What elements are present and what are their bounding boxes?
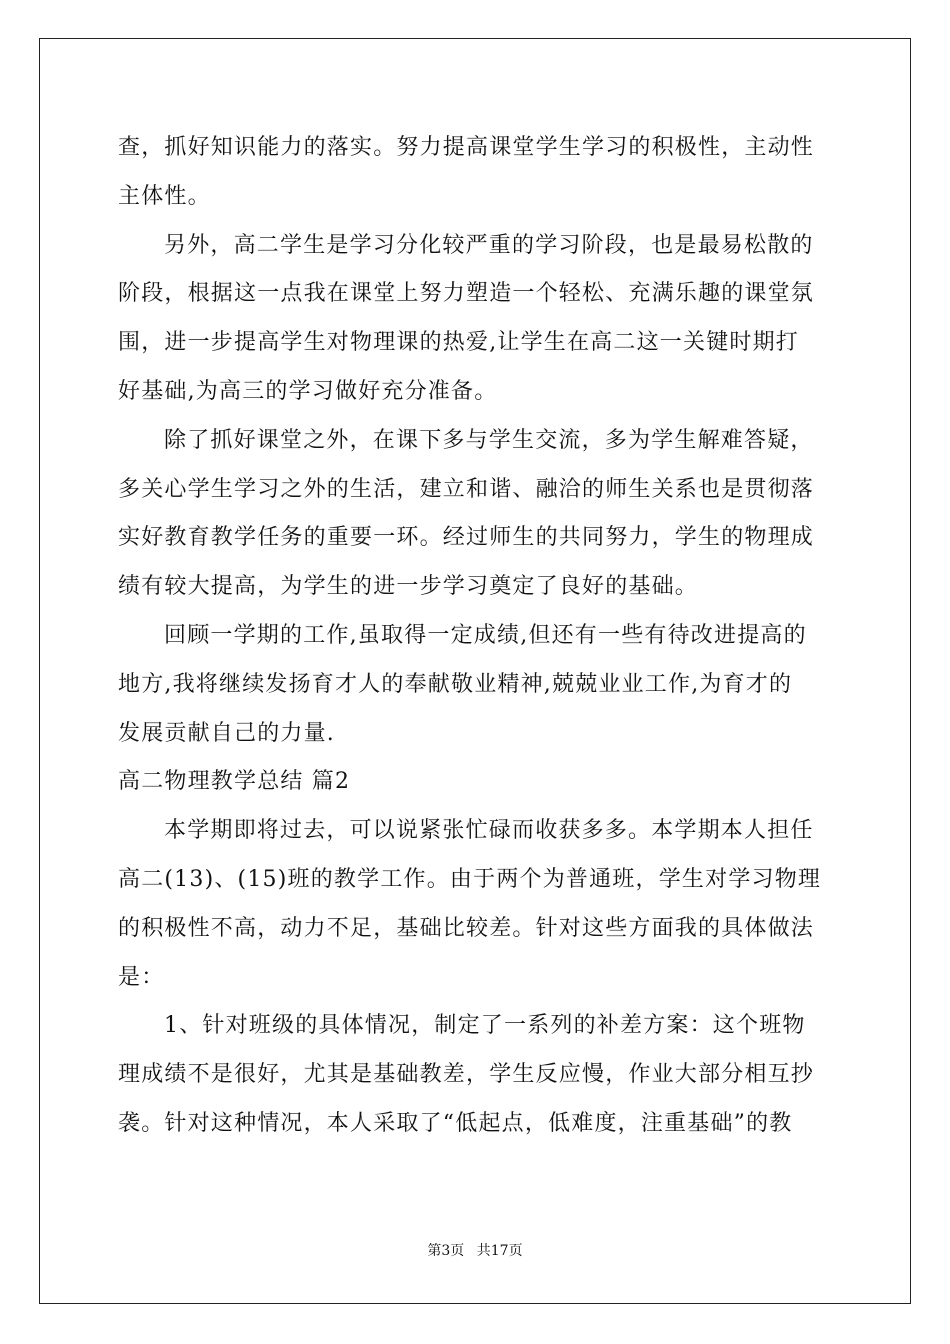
- text-line: 回顾一学期的工作,虽取得一定成绩,但还有一些有待改进提高的: [164, 622, 807, 648]
- page-footer: [0, 1240, 950, 1260]
- text-line: 绩有较大提高，为学生的进一步学习奠定了良好的基础。: [118, 574, 699, 600]
- text-line: 理成绩不是很好，尤其是基础教差，学生反应慢，作业大部分相互抄: [118, 1062, 815, 1088]
- text-line: 高二物理教学总结 篇2: [118, 769, 351, 795]
- text-line: 除了抓好课堂之外，在课下多与学生交流，多为学生解难答疑，: [164, 427, 814, 453]
- text-line: 查，抓好知识能力的落实。努力提高课堂学生学习的积极性，主动性: [118, 135, 815, 160]
- text-line: 地方,我将继续发扬育才人的奉献敬业精神,兢兢业业工作,为育才的: [118, 671, 793, 697]
- text-line: 围，进一步提高学生对物理课的热爱,让学生在高二这一关键时期打: [118, 330, 799, 356]
- text-line: 发展贡献自己的力量.: [118, 720, 335, 746]
- text-line: 高二(13)、(15)班的教学工作。由于两个为普通班，学生对学习物理: [118, 866, 822, 892]
- text-line: 好基础,为高三的学习做好充分准备。: [118, 378, 498, 404]
- text-line: 的积极性不高，动力不足，基础比较差。针对这些方面我的具体做法: [118, 915, 815, 941]
- text-line: 实好教育教学任务的重要一环。经过师生的共同努力，学生的物理成: [118, 525, 815, 551]
- page-total: 共17页: [476, 1243, 523, 1259]
- text-line: 是：: [118, 964, 165, 990]
- text-line: 阶段，根据这一点我在课堂上努力塑造一个轻松、充满乐趣的课堂氛: [118, 281, 815, 307]
- text-line: 主体性。: [118, 183, 211, 209]
- text-line: 本学期即将过去，可以说紧张忙碌而收获多多。本学期本人担任: [164, 818, 814, 844]
- page-number: 第3页: [427, 1243, 465, 1259]
- text-line: 1、针对班级的具体情况，制定了一系列的补差方案：这个班物: [164, 1013, 806, 1039]
- text-line: 多关心学生学习之外的生活，建立和谐、融洽的师生关系也是贯彻落: [118, 476, 815, 502]
- text-line: 袭。针对这种情况，本人采取了“低起点，低难度，注重基础”的教: [118, 1110, 793, 1136]
- document-body: [118, 124, 834, 1149]
- text-line: 另外，高二学生是学习分化较严重的学习阶段，也是最易松散的: [164, 232, 814, 258]
